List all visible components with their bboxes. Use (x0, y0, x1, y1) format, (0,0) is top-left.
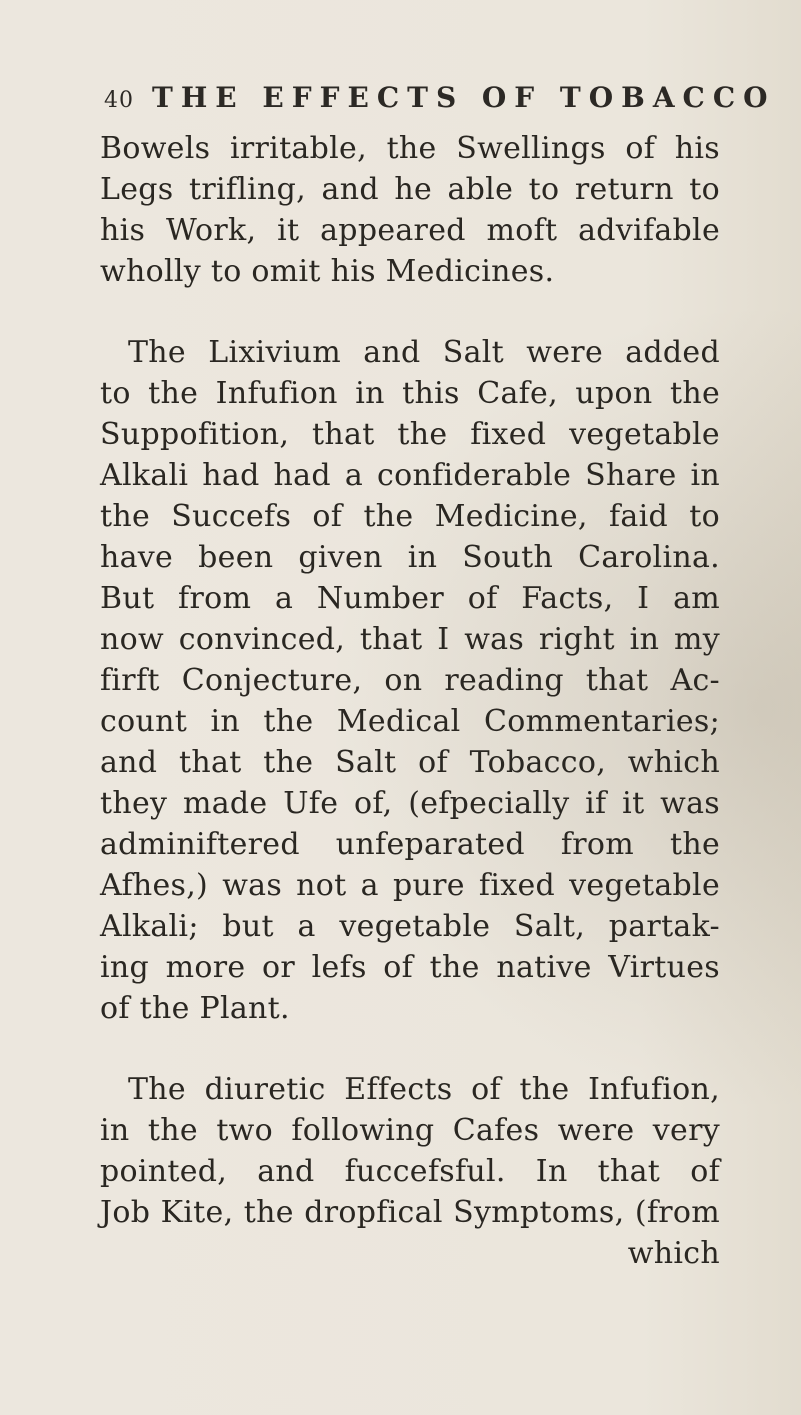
text-line: Alkali had had a confiderable Share in (100, 458, 720, 493)
text-line: now convinced, that I was right in my (100, 622, 720, 657)
running-title: THE EFFECTS OF TOBACCO (152, 81, 776, 114)
text-line: Legs trifling, and he able to return to (100, 172, 720, 207)
text-line: But from a Number of Facts, I am (100, 581, 720, 616)
text-line: adminiftered unfeparated from the (100, 827, 720, 862)
text-line: The diuretic Effects of the Infufion, (128, 1072, 720, 1107)
text-line: Afhes,) was not a pure fixed vegetable (100, 868, 720, 903)
paragraph (100, 1069, 720, 1233)
text-line: wholly to omit his Medicines. (100, 254, 555, 289)
text-line: ing more or lefs of the native Virtues (100, 950, 720, 985)
page-number: 40 (104, 88, 134, 113)
paragraph (100, 332, 720, 1029)
text-line: have been given in South Carolina. (100, 540, 720, 575)
text-line: to the Infufion in this Cafe, upon the (100, 376, 720, 411)
paragraph (100, 128, 720, 292)
text-line: Job Kite, the dropfical Symptoms, (from (100, 1195, 720, 1230)
text-line: in the two following Cafes were very (100, 1113, 720, 1148)
text-line: they made Ufe of, (efpecially if it was (100, 786, 720, 821)
text-line: firft Conjecture, on reading that Ac- (100, 663, 720, 698)
text-line: count in the Medical Commentaries; (100, 704, 720, 739)
text-line: Bowels irritable, the Swellings of his (100, 131, 720, 166)
text-line: pointed, and fuccefsful. In that of (100, 1154, 720, 1189)
body-text (100, 128, 720, 1274)
text-line: Alkali; but a vegetable Salt, partak- (100, 909, 720, 944)
text-line: his Work, it appeared moft advifable (100, 213, 720, 248)
running-head (104, 78, 776, 118)
text-line: and that the Salt of Tobacco, which (100, 745, 720, 780)
catchword: which (627, 1236, 720, 1271)
text-line: Suppofition, that the fixed vegetable (100, 417, 720, 452)
text-line: the Succefs of the Medicine, faid to (100, 499, 720, 534)
text-line: of the Plant. (100, 991, 290, 1026)
text-line: The Lixivium and Salt were added (128, 335, 720, 370)
